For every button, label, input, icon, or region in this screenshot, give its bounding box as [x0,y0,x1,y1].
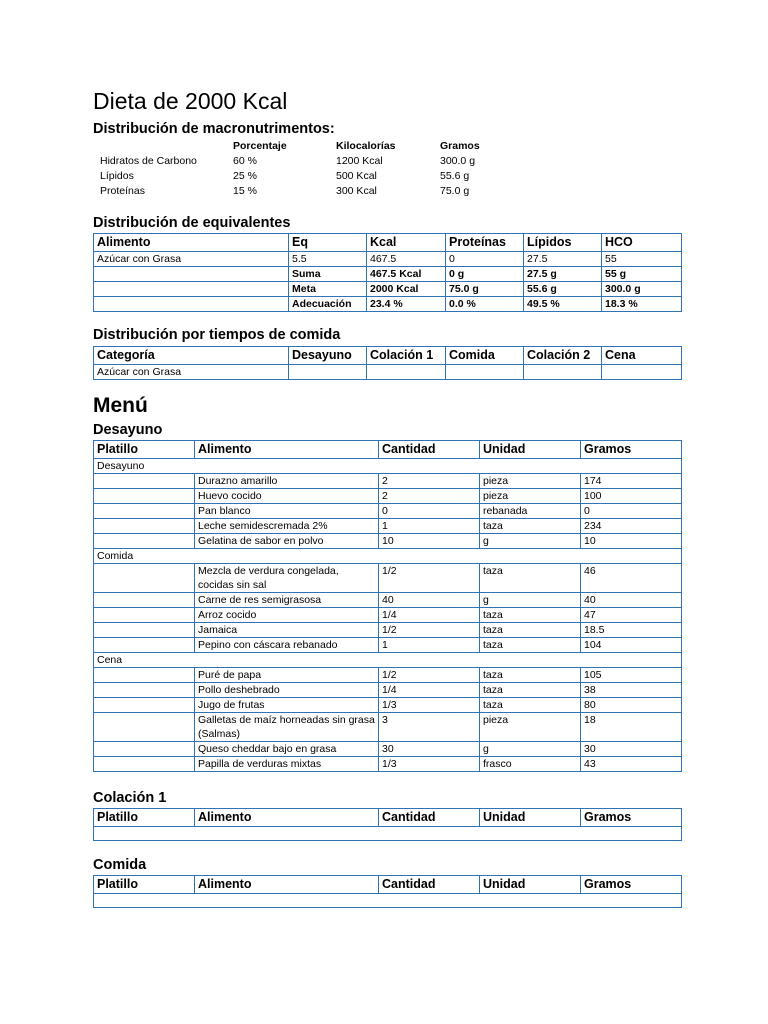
menu-platillo-cell [94,564,195,593]
equivalentes-cell: 467.5 Kcal [367,267,446,282]
tiempos-cell [446,365,524,380]
equivalentes-cell: Adecuación [289,297,367,312]
equivalentes-cell: 55.6 g [524,282,602,297]
equivalentes-cell: Suma [289,267,367,282]
menu-alimento-cell: Durazno amarillo [195,474,379,489]
macros-cell: Proteínas [100,184,145,197]
equivalentes-header-row [94,234,682,252]
menu-alimento-cell: Pan blanco [195,504,379,519]
macros-cell: 500 Kcal [336,169,377,182]
equivalentes-summary-row [94,267,682,282]
equivalentes-cell: 0 [446,252,524,267]
menu-alimento-cell: Mezcla de verdura congelada, cocidas sin sal [195,564,379,593]
equivalentes-summary-row [94,297,682,312]
equivalentes-cell: 2000 Kcal [367,282,446,297]
menu-item-row [94,742,682,757]
tiempos-heading: Distribución por tiempos de comida [93,327,341,343]
menu-cantidad-cell: 3 [379,713,480,742]
menu-cantidad-cell: 2 [379,474,480,489]
colacion1-header-cell: Alimento [195,809,379,827]
equivalentes-cell: 27.5 [524,252,602,267]
desayuno-header-row [94,441,682,459]
equivalentes-cell: 0 g [446,267,524,282]
menu-cantidad-cell: 0 [379,504,480,519]
empty-cell [94,827,682,841]
menu-platillo-cell [94,504,195,519]
menu-gramos-cell: 38 [581,683,682,698]
menu-unidad-cell: taza [480,623,581,638]
comida-header-cell: Platillo [94,876,195,894]
menu-unidad-cell: taza [480,683,581,698]
menu-platillo-cell [94,489,195,504]
menu-item-row [94,474,682,489]
tiempos-cell: Azúcar con Grasa [94,365,289,380]
menu-item-row [94,623,682,638]
desayuno-header-cell: Platillo [94,441,195,459]
tiempos-header-cell: Desayuno [289,347,367,365]
comida-table [93,875,682,908]
desayuno-header-cell: Unidad [480,441,581,459]
macros-cell: 60 % [233,154,257,167]
menu-item-row [94,564,682,593]
menu-unidad-cell: taza [480,698,581,713]
menu-section-row [94,459,682,474]
comida-header-cell: Gramos [581,876,682,894]
menu-unidad-cell: taza [480,668,581,683]
tiempos-table [93,346,682,380]
menu-gramos-cell: 46 [581,564,682,593]
menu-section-spacer [195,459,682,474]
desayuno-header-cell: Gramos [581,441,682,459]
macros-cell: 1200 Kcal [336,154,383,167]
menu-unidad-cell: g [480,742,581,757]
menu-cantidad-cell: 40 [379,593,480,608]
macros-cell: 55.6 g [440,169,470,182]
menu-alimento-cell: Leche semidescremada 2% [195,519,379,534]
menu-alimento-cell: Pepino con cáscara rebanado [195,638,379,653]
menu-cantidad-cell: 1/2 [379,564,480,593]
menu-platillo-cell [94,757,195,772]
menu-alimento-cell: Gelatina de sabor en polvo [195,534,379,549]
colacion1-header-row [94,809,682,827]
macros-header-cell: Porcentaje [233,140,287,152]
menu-platillo-cell [94,534,195,549]
colacion1-header-cell: Cantidad [379,809,480,827]
macros-cell: Lípidos [100,169,134,182]
macros-row [96,168,520,183]
menu-gramos-cell: 104 [581,638,682,653]
menu-section-label: Comida [94,549,195,564]
menu-platillo-cell [94,519,195,534]
tiempos-header-row [94,347,682,365]
tiempos-cell [289,365,367,380]
macros-cell: 75.0 g [440,184,470,197]
macros-table [96,139,520,198]
menu-gramos-cell: 18 [581,713,682,742]
menu-cantidad-cell: 1/4 [379,683,480,698]
menu-gramos-cell: 40 [581,593,682,608]
desayuno-header-cell: Alimento [195,441,379,459]
desayuno-heading: Desayuno [93,422,163,438]
equivalentes-cell: 467.5 [367,252,446,267]
equivalentes-cell: 300.0 g [602,282,682,297]
menu-section-label: Cena [94,653,195,668]
menu-cantidad-cell: 10 [379,534,480,549]
menu-item-row [94,698,682,713]
desayuno-table [93,440,682,772]
equivalentes-header-cell: HCO [602,234,682,252]
menu-section-row [94,653,682,668]
macros-header-cell [96,139,233,153]
colacion1-header-cell: Gramos [581,809,682,827]
menu-unidad-cell: taza [480,519,581,534]
equivalentes-cell: 5.5 [289,252,367,267]
comida-empty-row [94,894,682,908]
menu-unidad-cell: frasco [480,757,581,772]
menu-item-row [94,593,682,608]
macros-heading: Distribución de macronutrimentos: [93,121,335,137]
comida-header-cell: Alimento [195,876,379,894]
tiempos-header-cell: Colación 1 [367,347,446,365]
menu-platillo-cell [94,608,195,623]
equivalentes-cell: 55 g [602,267,682,282]
equivalentes-cell: 55 [602,252,682,267]
equivalentes-table [93,233,682,312]
menu-gramos-cell: 100 [581,489,682,504]
menu-cantidad-cell: 1/3 [379,757,480,772]
menu-unidad-cell: pieza [480,474,581,489]
equivalentes-cell: Azúcar con Grasa [94,252,289,267]
equivalentes-header-cell: Proteínas [446,234,524,252]
menu-gramos-cell: 174 [581,474,682,489]
menu-gramos-cell: 234 [581,519,682,534]
equivalentes-header-cell: Alimento [94,234,289,252]
menu-unidad-cell: pieza [480,713,581,742]
menu-cantidad-cell: 1 [379,638,480,653]
menu-item-row [94,608,682,623]
menu-cantidad-cell: 1/3 [379,698,480,713]
macros-cell: 300.0 g [440,154,476,167]
menu-gramos-cell: 18.5 [581,623,682,638]
colacion1-table [93,808,682,841]
menu-item-row [94,683,682,698]
menu-cantidad-cell: 2 [379,489,480,504]
menu-item-row [94,504,682,519]
equivalentes-header-cell: Kcal [367,234,446,252]
equivalentes-header-cell: Lípidos [524,234,602,252]
menu-unidad-cell: rebanada [480,504,581,519]
macros-cell: 25 % [233,169,257,182]
equivalentes-cell: 75.0 g [446,282,524,297]
menu-unidad-cell: taza [480,608,581,623]
menu-platillo-cell [94,593,195,608]
equivalentes-cell: 18.3 % [602,297,682,312]
comida-heading: Comida [93,857,147,873]
menu-platillo-cell [94,668,195,683]
menu-alimento-cell: Jugo de frutas [195,698,379,713]
equivalentes-cell: Meta [289,282,367,297]
tiempos-header-cell: Categoría [94,347,289,365]
equivalentes-cell: 0.0 % [446,297,524,312]
menu-gramos-cell: 0 [581,504,682,519]
menu-platillo-cell [94,638,195,653]
menu-alimento-cell: Huevo cocido [195,489,379,504]
tiempos-cell [602,365,682,380]
menu-unidad-cell: taza [480,564,581,593]
menu-platillo-cell [94,698,195,713]
tiempos-header-cell: Cena [602,347,682,365]
tiempos-header-cell: Colación 2 [524,347,602,365]
menu-item-row [94,638,682,653]
macros-header-cell: Kilocalorías [336,140,396,152]
menu-item-row [94,713,682,742]
colacion1-header-cell: Unidad [480,809,581,827]
macros-cell: Hidratos de Carbono [100,154,197,167]
macros-row [96,153,520,168]
menu-platillo-cell [94,623,195,638]
menu-section-spacer [195,549,682,564]
tiempos-header-cell: Comida [446,347,524,365]
comida-header-cell: Cantidad [379,876,480,894]
menu-unidad-cell: pieza [480,489,581,504]
equivalentes-cell: 23.4 % [367,297,446,312]
tiempos-row [94,365,682,380]
comida-header-row [94,876,682,894]
comida-header-cell: Unidad [480,876,581,894]
menu-item-row [94,668,682,683]
menu-platillo-cell [94,683,195,698]
macros-header-row [96,139,520,153]
menu-gramos-cell: 30 [581,742,682,757]
colacion1-header-cell: Platillo [94,809,195,827]
menu-section-spacer [195,653,682,668]
menu-unidad-cell: g [480,593,581,608]
menu-gramos-cell: 10 [581,534,682,549]
menu-alimento-cell: Arroz cocido [195,608,379,623]
equivalentes-cell [94,267,289,282]
macros-cell: 300 Kcal [336,184,377,197]
menu-unidad-cell: taza [480,638,581,653]
menu-item-row [94,519,682,534]
menu-item-row [94,534,682,549]
menu-item-row [94,489,682,504]
menu-section-label: Desayuno [94,459,195,474]
equivalentes-header-cell: Eq [289,234,367,252]
menu-cantidad-cell: 1/2 [379,668,480,683]
desayuno-header-cell: Cantidad [379,441,480,459]
equivalentes-cell: 27.5 g [524,267,602,282]
menu-platillo-cell [94,713,195,742]
tiempos-cell [524,365,602,380]
equivalentes-row [94,252,682,267]
macros-cell: 15 % [233,184,257,197]
macros-row [96,183,520,198]
menu-gramos-cell: 80 [581,698,682,713]
macros-header-cell: Gramos [440,140,480,152]
colacion1-heading: Colación 1 [93,790,167,806]
menu-alimento-cell: Galletas de maíz horneadas sin grasa (Salmas) [195,713,379,742]
menu-alimento-cell: Carne de res semigrasosa [195,593,379,608]
menu-alimento-cell: Papilla de verduras mixtas [195,757,379,772]
menu-unidad-cell: g [480,534,581,549]
tiempos-cell [367,365,446,380]
menu-cantidad-cell: 1 [379,519,480,534]
menu-cantidad-cell: 1/4 [379,608,480,623]
menu-title: Menú [93,394,148,417]
menu-gramos-cell: 105 [581,668,682,683]
menu-section-row [94,549,682,564]
menu-alimento-cell: Puré de papa [195,668,379,683]
equivalentes-summary-row [94,282,682,297]
menu-cantidad-cell: 30 [379,742,480,757]
menu-cantidad-cell: 1/2 [379,623,480,638]
equivalentes-cell: 49.5 % [524,297,602,312]
colacion1-empty-row [94,827,682,841]
menu-alimento-cell: Queso cheddar bajo en grasa [195,742,379,757]
page-title: Dieta de 2000 Kcal [93,88,288,114]
menu-platillo-cell [94,474,195,489]
menu-gramos-cell: 47 [581,608,682,623]
menu-alimento-cell: Pollo deshebrado [195,683,379,698]
equivalentes-cell [94,282,289,297]
equivalentes-heading: Distribución de equivalentes [93,215,291,231]
menu-alimento-cell: Jamaica [195,623,379,638]
equivalentes-cell [94,297,289,312]
menu-platillo-cell [94,742,195,757]
menu-gramos-cell: 43 [581,757,682,772]
menu-item-row [94,757,682,772]
empty-cell [94,894,682,908]
